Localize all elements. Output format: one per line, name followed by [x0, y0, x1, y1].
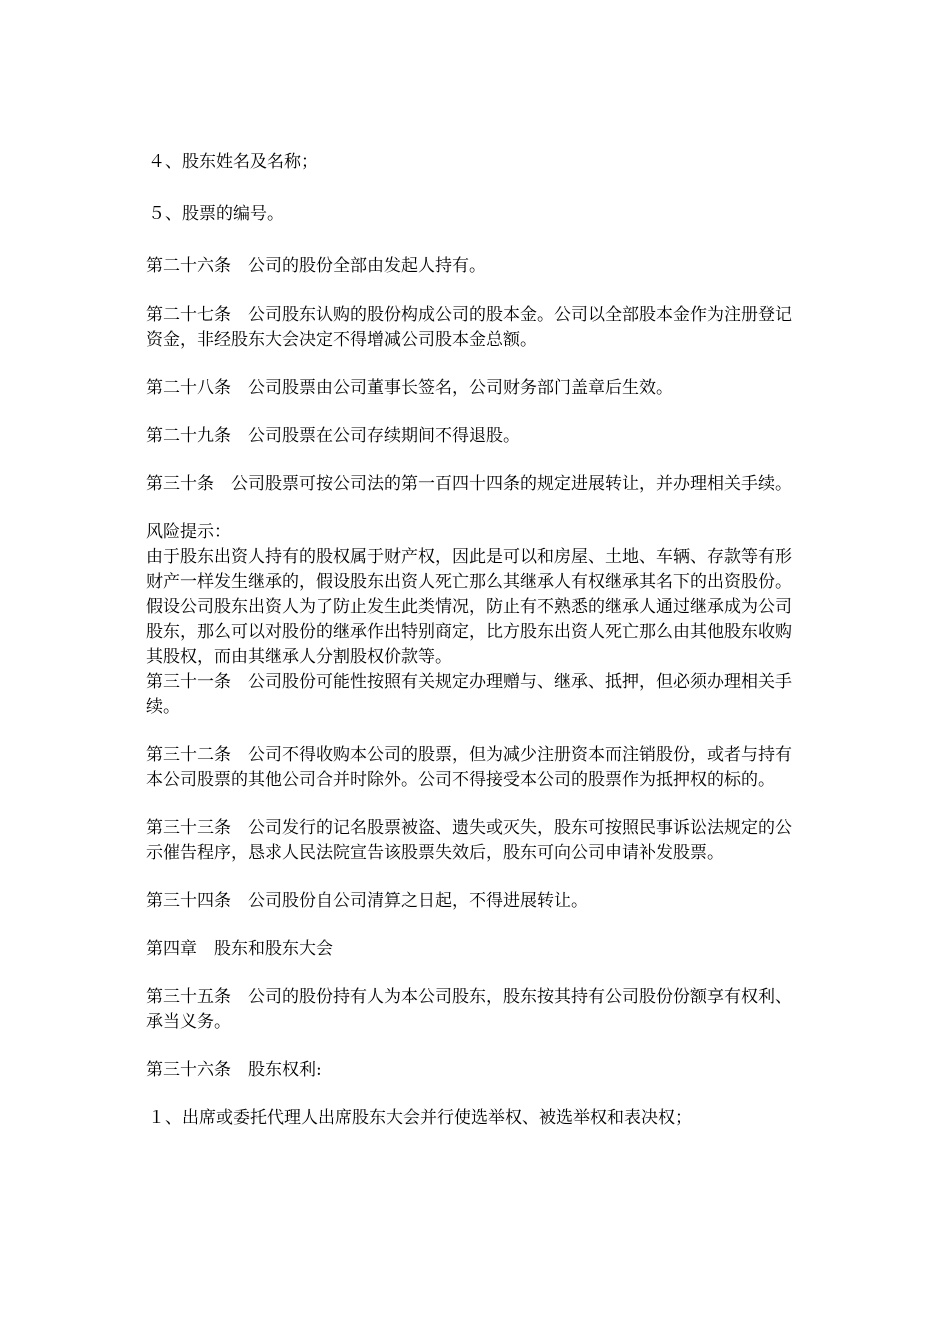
article-35: 第三十五条 公司的股份持有人为本公司股东，股东按其持有公司股份份额享有权利、承当义务。	[146, 987, 792, 1032]
risk-body: 由于股东出资人持有的股权属于财产权，因此是可以和房屋、土地、车辆、存款等有形财产一样发生继承的，假设股东出资人死亡那么其继承人有权继承其名下的出资股份。假设公司股东出资人为了防止发生此类情况，防止有不熟悉的继承人通过继承成为公司股东，那么可以对股份的继承作出特别商定，比方股东出资人死亡那么由其他股东收购其股权，而由其继承人分割股权价款等。	[146, 547, 792, 667]
chapter-heading: 第四章 股东和股东大会	[146, 939, 333, 959]
article-30: 第三十条 公司股票可按公司法的第一百四十四条的规定进展转让，并办理相关手续。	[146, 474, 792, 494]
list-item-4: ４、股东姓名及名称；	[148, 152, 318, 172]
risk-title: 风险提示：	[146, 522, 231, 542]
article-29: 第二十九条 公司股票在公司存续期间不得退股。	[146, 426, 520, 446]
article-28: 第二十八条 公司股票由公司董事长签名，公司财务部门盖章后生效。	[146, 378, 673, 398]
article-34: 第三十四条 公司股份自公司清算之日起，不得进展转让。	[146, 891, 588, 911]
list-item-1: １、出席或委托代理人出席股东大会并行使选举权、被选举权和表决权；	[148, 1108, 692, 1128]
article-33: 第三十三条 公司发行的记名股票被盗、遗失或灭失，股东可按照民事诉讼法规定的公示催告程序，恳求人民法院宣告该股票失效后，股东可向公司申请补发股票。	[146, 818, 792, 863]
article-26: 第二十六条 公司的股份全部由发起人持有。	[146, 256, 486, 276]
article-32: 第三十二条 公司不得收购本公司的股票，但为减少注册资本而注销股份，或者与持有本公司股票的其他公司合并时除外。公司不得接受本公司的股票作为抵押权的标的。	[146, 745, 792, 790]
article-36: 第三十六条 股东权利:	[146, 1060, 322, 1080]
list-item-5: ５、股票的编号。	[148, 204, 284, 224]
article-31: 第三十一条 公司股份可能性按照有关规定办理赠与、继承、抵押，但必须办理相关手续。	[146, 672, 792, 717]
document-body	[146, 150, 806, 1131]
article-27: 第二十七条 公司股东认购的股份构成公司的股本金。公司以全部股本金作为注册登记资金，非经股东大会决定不得增减公司股本金总额。	[146, 305, 792, 350]
